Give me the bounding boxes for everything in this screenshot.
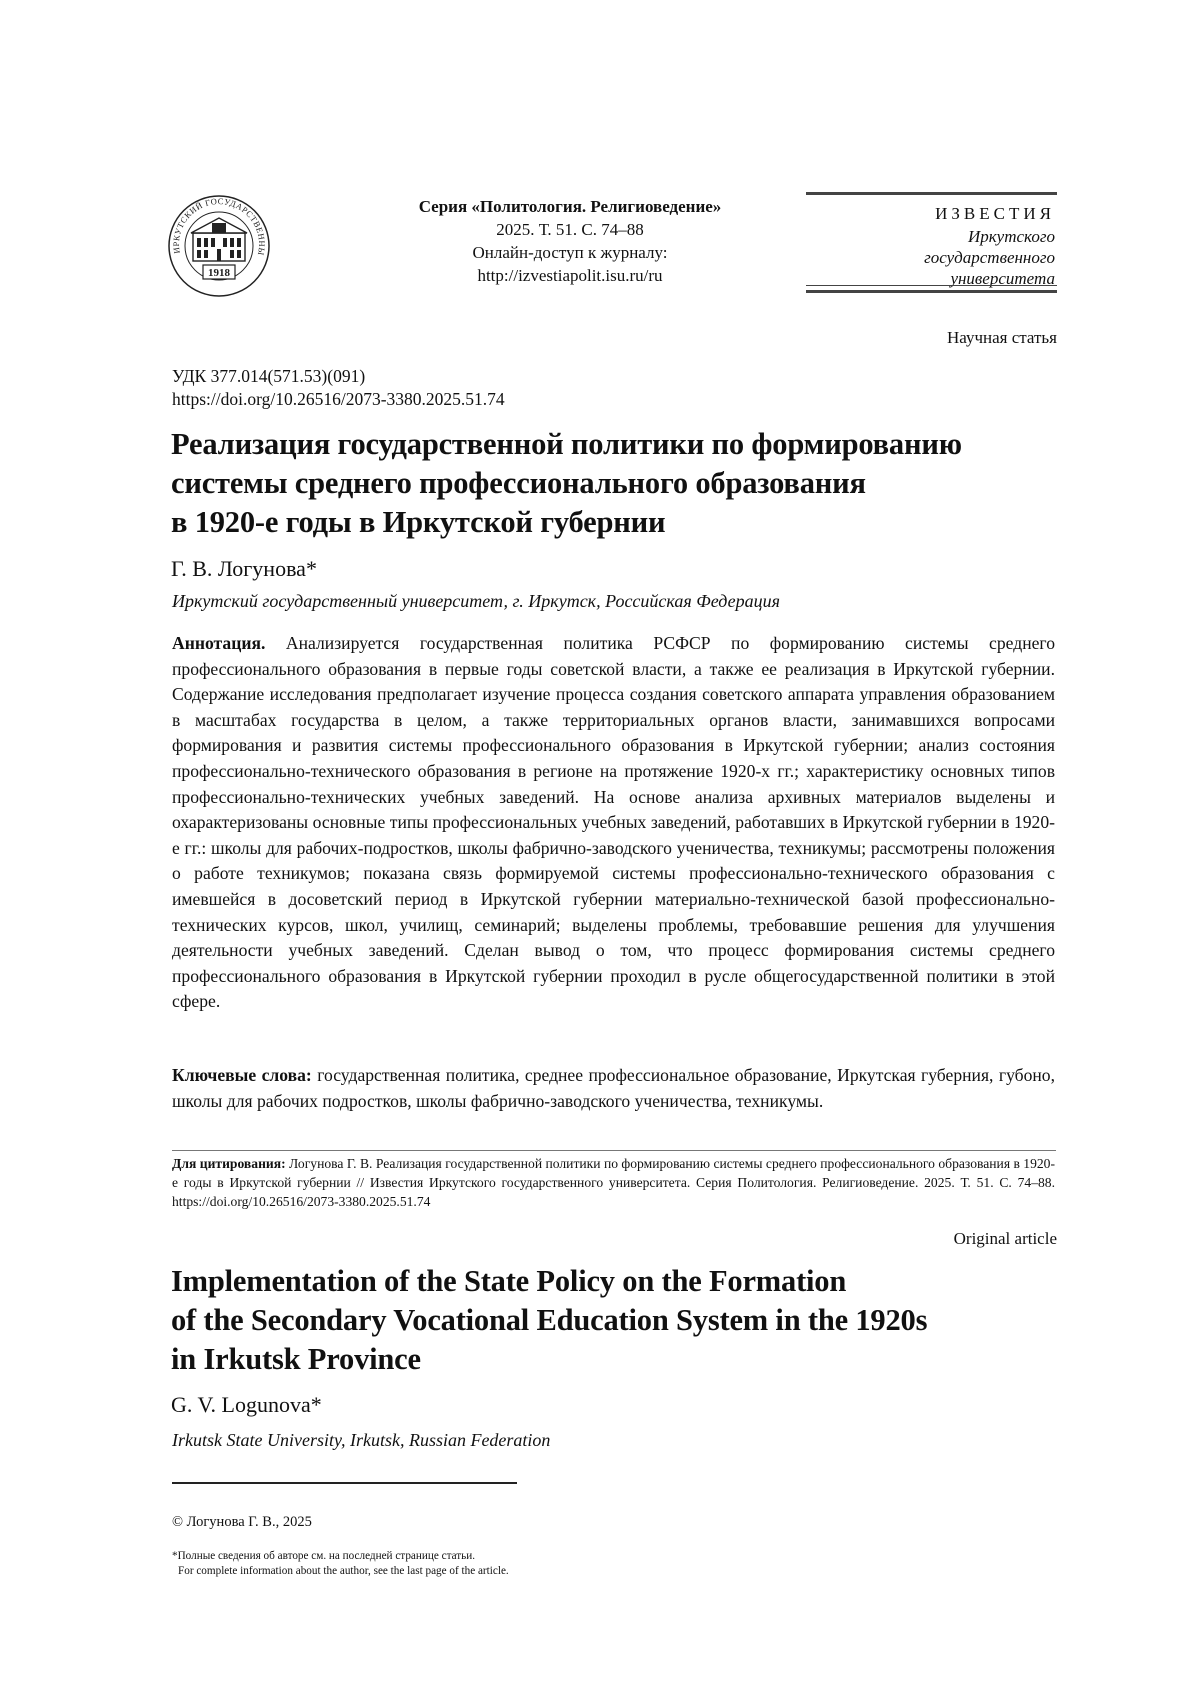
title-en-line-3: in Irkutsk Province bbox=[171, 1342, 421, 1376]
abstract-label: Аннотация. bbox=[172, 633, 266, 653]
series-access: Онлайн-доступ к журналу: bbox=[472, 243, 668, 262]
footnote-rule bbox=[172, 1482, 517, 1484]
footnote-ru: *Полные сведения об авторе см. на последней странице статьи. bbox=[172, 1550, 476, 1562]
keywords-text: государственная политика, среднее профессиональное образование, Иркутская губерния, губоно, школы для рабочих подростков, школы фабрично-заводского ученичества, техникумы. bbox=[172, 1065, 1055, 1111]
title-ru-line-3: в 1920-е годы в Иркутской губернии bbox=[171, 505, 666, 539]
series-title: Серия «Политология. Религиоведение» bbox=[418, 197, 722, 216]
masthead-bottom-rule bbox=[806, 290, 1057, 293]
article-title-ru bbox=[171, 425, 1071, 542]
article-type-ru: Научная статья bbox=[946, 328, 1057, 347]
title-ru-line-2: системы среднего профессионального образования bbox=[171, 466, 866, 500]
affiliation-en: Irkutsk State University, Irkutsk, Russian Federation bbox=[172, 1430, 551, 1450]
title-ru-line-1: Реализация государственной политики по формированию bbox=[171, 427, 962, 461]
title-en-line-2: of the Secondary Vocational Education System in the 1920s bbox=[171, 1303, 928, 1337]
journal-word: ИЗВЕСТИЯ bbox=[935, 204, 1055, 223]
abstract-text: Анализируется государственная политика РСФСР по формированию системы среднего профессионального образования в первые годы советской власти, а также ее реализация в Иркутской губернии. Содержание исследования предполагает изучение процесса создания советского аппарата управления образованием в масштабах государства в целом, а также территориальных органов власти, занимавшихся вопросами формирования и развития системы профессионального образования в Иркутской губернии; анализ состояния профессионально-технического образования в регионе на протяжение 1920-х гг.; характеристику основных типов профессионально-технических учебных заведений. На основе анализа архивных материалов выделены и охарактеризованы основные типы профессиональных учебных заведений, работавших в Иркутской губернии в 1920-е гг.: школы для рабочих-подростков, школы фабрично-заводского ученичества, техникумы; рассмотрены положения о работе техникумов; показана связь формируемой системы профессионально-технического образования с имевшейся в досоветский период в Иркутской губернии материально-технической базой профессионально-технических курсов, школ, училищ, семинарий; выделены проблемы, требовавшие решения для улучшения деятельности учебных заведений. Сделан вывод о том, что процесс формирования системы среднего профессионального образования в Иркутской губернии проходил в русле общегосударственной политики в этой сфере. bbox=[172, 633, 1055, 1012]
series-url[interactable]: http://izvestiapolit.isu.ru/ru bbox=[477, 266, 663, 285]
university-logo bbox=[166, 193, 272, 299]
keywords bbox=[172, 1063, 1055, 1114]
masthead-thin-rule bbox=[806, 285, 1057, 286]
citation-text: Логунова Г. В. Реализация государственной политики по формированию системы среднего профессионального образования в 1920-е годы в Иркутской губернии // Известия Иркутского государственного университета. Серия Политология. Религиоведение. 2025. Т. 51. С. 74–88. https://doi.org/10.26516/2073-3380.2025.51.74 bbox=[172, 1156, 1055, 1209]
journal-subtitle bbox=[815, 226, 1055, 289]
series-volume: 2025. Т. 51. С. 74–88 bbox=[496, 220, 644, 239]
article-type-en: Original article bbox=[953, 1229, 1057, 1248]
author-ru: Г. В. Логунова* bbox=[171, 556, 317, 581]
citation-rule bbox=[172, 1150, 1056, 1151]
svg-text:ИРКУТСКИЙ ГОСУДАРСТВЕННЫЙ УНИВ: ИРКУТСКИЙ ГОСУДАРСТВЕННЫ bbox=[170, 196, 268, 257]
keywords-label: Ключевые слова: bbox=[172, 1065, 312, 1085]
udk-code: УДК 377.014(571.53)(091) bbox=[172, 366, 366, 386]
author-en: G. V. Logunova* bbox=[171, 1392, 322, 1417]
citation bbox=[172, 1154, 1055, 1211]
copyright: © Логунова Г. В., 2025 bbox=[172, 1514, 312, 1530]
masthead-top-rule bbox=[806, 192, 1057, 195]
citation-label: Для цитирования: bbox=[172, 1156, 286, 1171]
journal-line-1: Иркутского bbox=[967, 227, 1055, 246]
journal-line-2: государственного bbox=[924, 248, 1055, 267]
udk-doi-block bbox=[172, 365, 505, 411]
article-title-en bbox=[171, 1262, 1071, 1379]
journal-masthead bbox=[806, 192, 1057, 295]
svg-text:1918: 1918 bbox=[208, 267, 230, 279]
doi-link[interactable]: https://doi.org/10.26516/2073-3380.2025.51.74 bbox=[172, 389, 505, 409]
footnote-en: For complete information about the author, see the last page of the article. bbox=[178, 1565, 509, 1577]
series-info bbox=[360, 195, 780, 287]
abstract bbox=[172, 631, 1055, 1015]
title-en-line-1: Implementation of the State Policy on the Formation bbox=[171, 1264, 847, 1298]
university-seal-icon bbox=[166, 193, 272, 299]
affiliation-ru: Иркутский государственный университет, г. Иркутск, Российская Федерация bbox=[172, 591, 780, 611]
journal-line-3: университета bbox=[950, 269, 1055, 288]
